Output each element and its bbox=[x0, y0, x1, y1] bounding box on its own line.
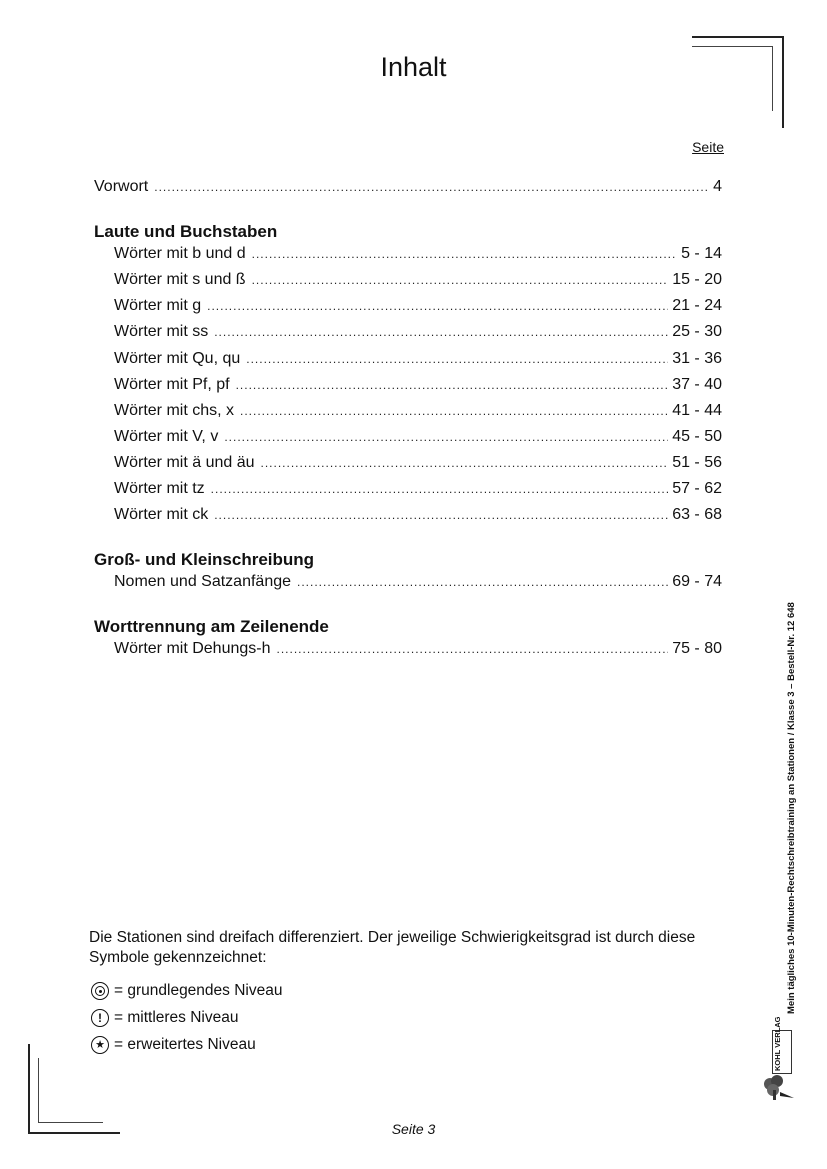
toc-label: Wörter mit ä und äu bbox=[114, 454, 255, 471]
legend-text: = grundlegendes Niveau bbox=[114, 982, 283, 999]
legend-text: = erweitertes Niveau bbox=[114, 1036, 256, 1053]
dot-leader bbox=[246, 348, 668, 370]
toc-page: 25 - 30 bbox=[672, 323, 722, 340]
toc-page: 21 - 24 bbox=[672, 297, 722, 314]
toc-entry[interactable] bbox=[114, 374, 722, 396]
toc-label: Wörter mit tz bbox=[114, 480, 205, 497]
side-publication-info: Mein tägliches 10-Minuten-Rechtschreibtraining an Stationen / Klasse 3 – Bestell-Nr. 12 648 bbox=[786, 602, 797, 1014]
differentiation-note: Die Stationen sind dreifach differenziert. Der jeweilige Schwierigkeitsgrad ist durch diese Symbole gekennzeichnet: bbox=[89, 929, 696, 966]
page-column-header: Seite bbox=[692, 139, 724, 155]
legend-item-basic bbox=[91, 980, 282, 1002]
toc-page: 63 - 68 bbox=[672, 506, 722, 523]
dot-leader bbox=[252, 243, 677, 265]
target-icon bbox=[91, 982, 109, 1000]
toc-entry[interactable] bbox=[114, 295, 722, 317]
toc-label: Wörter mit ss bbox=[114, 323, 209, 340]
dot-leader bbox=[214, 504, 668, 526]
toc-page: 15 - 20 bbox=[672, 271, 722, 288]
publisher-logo bbox=[772, 1016, 792, 1074]
publisher-name: KOHL VERLAG bbox=[773, 1016, 782, 1071]
toc-label: Wörter mit s und ß bbox=[114, 271, 246, 288]
dot-leader bbox=[154, 176, 709, 198]
page-title: Inhalt bbox=[380, 52, 447, 82]
dot-leader bbox=[277, 638, 669, 660]
toc-entry[interactable] bbox=[114, 571, 722, 593]
exclamation-icon: ! bbox=[91, 1009, 109, 1027]
dot-leader bbox=[207, 295, 668, 317]
toc-page: 75 - 80 bbox=[672, 640, 722, 657]
dot-leader bbox=[236, 374, 669, 396]
dot-leader bbox=[252, 269, 669, 291]
toc-entry[interactable] bbox=[114, 400, 722, 422]
legend-item-medium bbox=[91, 1007, 238, 1029]
dot-leader bbox=[214, 321, 668, 343]
legend-text: = mittleres Niveau bbox=[114, 1009, 239, 1026]
tree-logo-icon bbox=[760, 1072, 796, 1102]
dot-leader bbox=[261, 452, 669, 474]
toc-page: 37 - 40 bbox=[672, 376, 722, 393]
toc-label: Wörter mit Dehungs-h bbox=[114, 640, 271, 657]
toc-page: 51 - 56 bbox=[672, 454, 722, 471]
toc-page: 41 - 44 bbox=[672, 402, 722, 419]
toc-entry-vorwort[interactable] bbox=[94, 176, 722, 198]
toc-page: 69 - 74 bbox=[672, 573, 722, 590]
dot-leader bbox=[211, 478, 669, 500]
toc-label: Wörter mit Qu, qu bbox=[114, 350, 241, 367]
toc-label: Wörter mit V, v bbox=[114, 428, 219, 445]
section-heading: Groß- und Kleinschreibung bbox=[94, 550, 315, 569]
toc-label: Wörter mit Pf, pf bbox=[114, 376, 230, 393]
toc-page: 5 - 14 bbox=[681, 245, 722, 262]
toc-label: Wörter mit chs, x bbox=[114, 402, 235, 419]
toc-label: Wörter mit g bbox=[114, 297, 202, 314]
toc-entry[interactable] bbox=[114, 321, 722, 343]
section-heading: Worttrennung am Zeilenende bbox=[94, 617, 329, 636]
toc-label: Vorwort bbox=[94, 178, 149, 195]
toc-entry[interactable] bbox=[114, 243, 722, 265]
dot-leader bbox=[297, 571, 668, 593]
legend-item-advanced bbox=[91, 1034, 256, 1056]
star-icon: ★ bbox=[91, 1036, 109, 1054]
toc-entry[interactable] bbox=[114, 348, 722, 370]
corner-frame-bottom-left-inner bbox=[38, 1058, 103, 1123]
toc-page: 45 - 50 bbox=[672, 428, 722, 445]
toc-entry[interactable] bbox=[114, 638, 722, 660]
toc-entry[interactable] bbox=[114, 478, 722, 500]
toc-label: Nomen und Satzanfänge bbox=[114, 573, 292, 590]
section-heading: Laute und Buchstaben bbox=[94, 222, 278, 241]
dot-leader bbox=[240, 400, 668, 422]
toc-page: 4 bbox=[713, 178, 722, 195]
toc-entry[interactable] bbox=[114, 452, 722, 474]
toc-label: Wörter mit b und d bbox=[114, 245, 246, 262]
dot-leader bbox=[224, 426, 668, 448]
toc-entry[interactable] bbox=[114, 269, 722, 291]
toc-page: 57 - 62 bbox=[672, 480, 722, 497]
toc-page: 31 - 36 bbox=[672, 350, 722, 367]
toc-entry[interactable] bbox=[114, 504, 722, 526]
toc-label: Wörter mit ck bbox=[114, 506, 209, 523]
page-footer: Seite 3 bbox=[391, 1121, 436, 1137]
toc-entry[interactable] bbox=[114, 426, 722, 448]
